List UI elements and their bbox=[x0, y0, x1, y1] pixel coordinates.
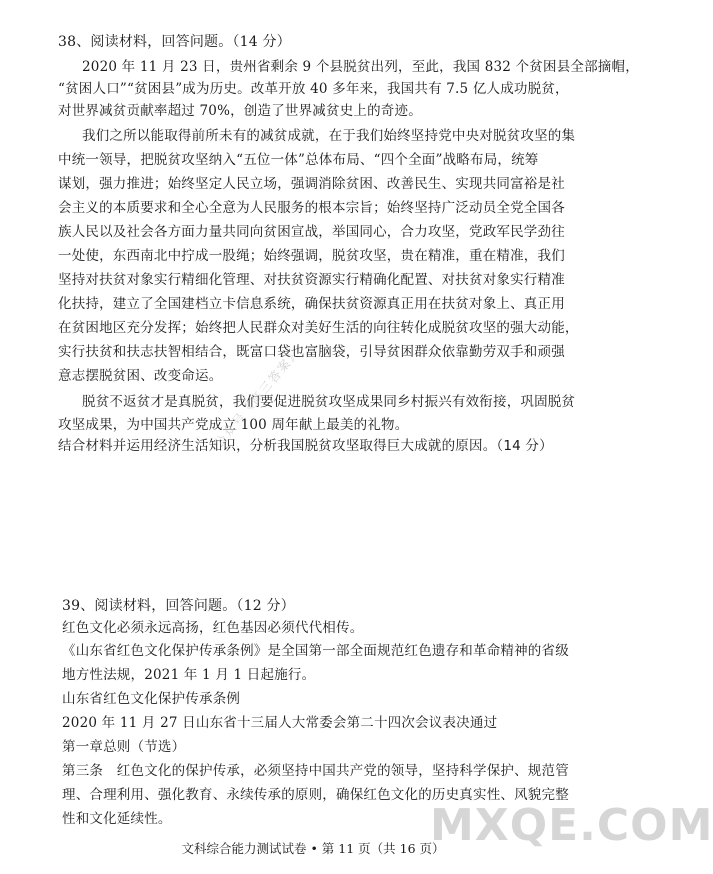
paragraph-line: 脱贫不返贫才是真脱贫，我们要促进脱贫攻坚成果同乡村振兴有效衔接，巩固脱贫 bbox=[82, 394, 576, 410]
paragraph-line: 一处使，东西南北中拧成一股绳；始终强调，脱贫攻坚，贵在精准，重在精准，我们 bbox=[58, 248, 565, 264]
question-38-heading: 38、阅读材料，回答问题。（14 分） bbox=[58, 34, 291, 50]
paragraph-line: 我们之所以能取得前所未有的减贫成就，在于我们始终坚持党中央对脱贫攻坚的集 bbox=[82, 128, 576, 144]
paragraph-line: 2020 年 11 月 23 日，贵州省剩余 9 个县脱贫出列，至此，我国 832 个贫困县全部摘帽， bbox=[82, 59, 639, 75]
watermark-diagonal: 公众号《高三答案》 bbox=[211, 344, 304, 451]
page-footer: 文科综合能力测试试卷 • 第 11 页（共 16 页） bbox=[181, 841, 445, 856]
paragraph-line: 对世界减贫贡献率超过 70%，创造了世界减贫史上的奇迹。 bbox=[58, 103, 422, 119]
question-39-heading: 39、阅读材料，回答问题。（12 分） bbox=[62, 598, 295, 614]
paragraph-line: 坚持对扶贫对象实行精细化管理、对扶贫资源实行精确化配置、对扶贫对象实行精准 bbox=[58, 272, 565, 288]
paragraph-line: 性和文化延续性。 bbox=[62, 811, 172, 827]
paragraph-line: 中统一领导，把脱贫攻坚纳入“五位一体”总体布局、“四个全面”战略布局，统筹 bbox=[58, 152, 539, 168]
paragraph-line: “贫困人口”“贫困县”成为历史。改革开放 40 多年来，我国共有 7.5 亿人成功脱贫， bbox=[58, 81, 569, 97]
paragraph-line: 理、合理利用、强化教育、永续传承的原则，确保红色文化的历史真实性、风貌完整 bbox=[62, 787, 569, 803]
paragraph-line: 《山东省红色文化保护传承条例》是全国第一部全面规范红色遗存和革命精神的省级 bbox=[62, 643, 569, 659]
paragraph-line: 2020 年 11 月 27 日山东省十三届人大常委会第二十四次会议表决通过 bbox=[62, 715, 498, 731]
paragraph-line: 山东省红色文化保护传承条例 bbox=[62, 691, 241, 707]
paragraph-line: 意志摆脱贫困、改变命运。 bbox=[58, 368, 223, 384]
paragraph-line: 族人民以及社会各方面力量共同向贫困宣战，举国同心，合力攻坚，党政军民学劲往 bbox=[58, 224, 565, 240]
watermark-logo: MXQE.COM bbox=[430, 800, 713, 851]
paragraph-line: 谋划，强力推进；始终坚定人民立场，强调消除贫困、改善民生、实现共同富裕是社 bbox=[58, 176, 565, 192]
paragraph-line: 实行扶贫和扶志扶智相结合，既富口袋也富脑袋，引导贫困群众依靠勤劳双手和顽强 bbox=[58, 344, 565, 360]
paragraph-line: 红色文化必须永远高扬，红色基因必须代代相传。 bbox=[62, 620, 364, 636]
paragraph-line: 第一章总则（节选） bbox=[62, 739, 186, 755]
paragraph-line: 在贫困地区充分发挥；始终把人民群众对美好生活的向往转化成脱贫攻坚的强大动能， bbox=[58, 320, 579, 336]
paragraph-line: 地方性法规，2021 年 1 月 1 日起施行。 bbox=[62, 667, 316, 683]
paragraph-line: 会主义的本质要求和全心全意为人民服务的根本宗旨；始终坚持广泛动员全党全国各 bbox=[58, 200, 565, 216]
paragraph-line: 化扶持，建立了全国建档立卡信息系统，确保扶贫资源真正用在扶贫对象上、真正用 bbox=[58, 296, 565, 312]
paragraph-line: 攻坚成果，为中国共产党成立 100 周年献上最美的礼物。 bbox=[58, 417, 409, 433]
question-38-task: 结合材料并运用经济生活知识，分析我国脱贫攻坚取得巨大成就的原因。（14 分） bbox=[58, 438, 553, 454]
paragraph-line: 第三条 红色文化的保护传承，必须坚持中国共产党的领导，坚持科学保护、规范管 bbox=[62, 763, 569, 779]
